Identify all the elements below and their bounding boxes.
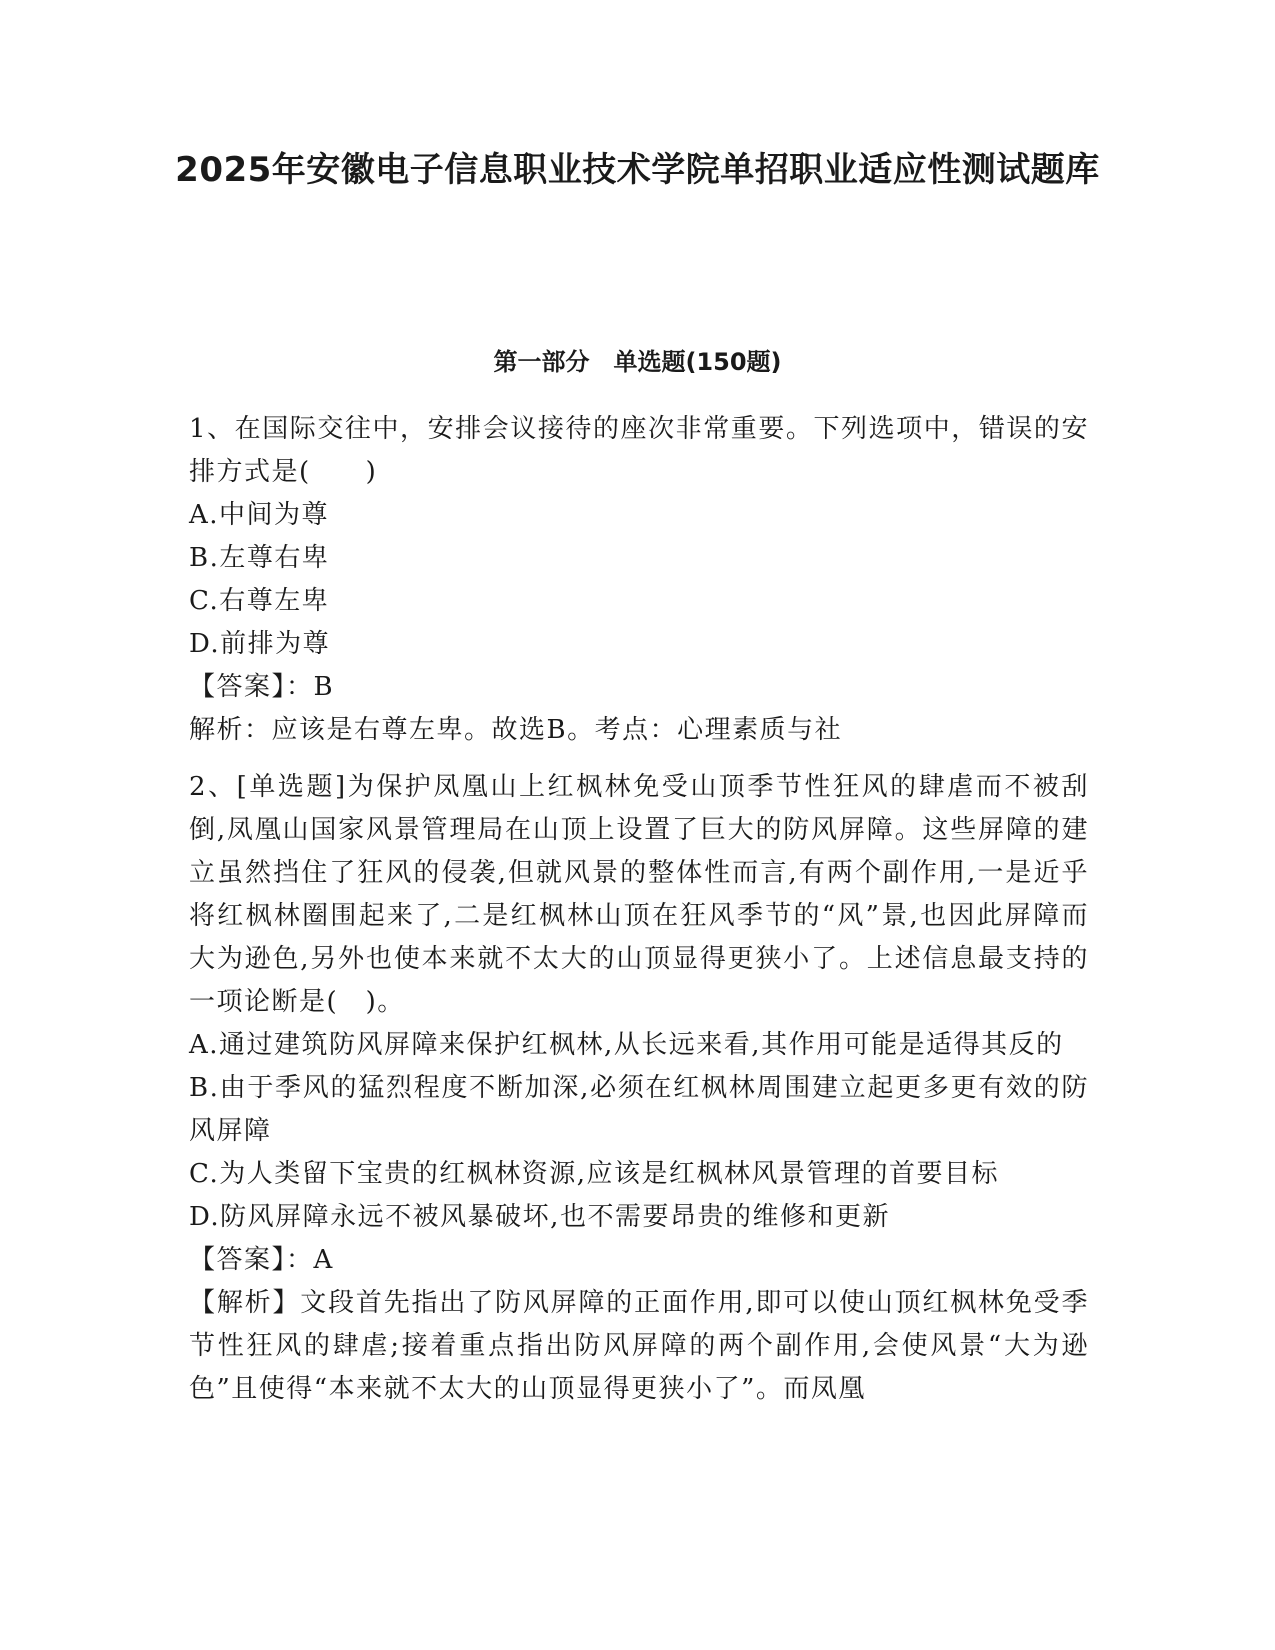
option-a: A.通过建筑防风屏障来保护红枫林,从长远来看,其作用可能是适得其反的	[189, 1030, 1064, 1060]
question-2	[189, 766, 1089, 1411]
answer-line: 【答案】：B	[189, 672, 335, 702]
option-b: B.左尊右卑	[189, 543, 330, 573]
option-c: C.右尊左卑	[189, 586, 330, 616]
option-d: D.前排为尊	[189, 629, 331, 659]
analysis-text: 解析：应该是右尊左卑。故选B。考点：心理素质与社	[189, 715, 843, 745]
question-list	[189, 408, 1089, 1425]
answer-line: 【答案】：A	[189, 1245, 334, 1275]
option-b: B.由于季风的猛烈程度不断加深,必须在红枫林周围建立起更多更有效的防风屏障	[189, 1073, 1089, 1146]
document-title: 2025年安徽电子信息职业技术学院单招职业适应性测试题库	[175, 150, 1100, 190]
question-1	[189, 408, 1089, 752]
option-a: A.中间为尊	[189, 500, 330, 530]
option-c: C.为人类留下宝贵的红枫林资源,应该是红枫林风景管理的首要目标	[189, 1159, 999, 1189]
option-d: D.防风屏障永远不被风暴破坏,也不需要昂贵的维修和更新	[189, 1202, 890, 1232]
question-stem: 1、在国际交往中，安排会议接待的座次非常重要。下列选项中，错误的安排方式是( )	[189, 414, 1089, 487]
section-heading: 第一部分 单选题(150题)	[493, 348, 782, 376]
question-stem: 2、[单选题]为保护凤凰山上红枫林免受山顶季节性狂风的肆虐而不被刮倒,凤凰山国家风景管理局在山顶上设置了巨大的防风屏障。这些屏障的建立虽然挡住了狂风的侵袭,但就风景的整体性而言,有两个副作用,一是近乎将红枫林圈围起来了,二是红枫林山顶在狂风季节的“风”景,也因此屏障而大为逊色,另外也使本来就不太大的山顶显得更狭小了。上述信息最支持的一项论断是( )。	[189, 772, 1089, 1017]
analysis-text: 【解析】文段首先指出了防风屏障的正面作用,即可以使山顶红枫林免受季节性狂风的肆虐;接着重点指出防风屏障的两个副作用,会使风景“大为逊色”且使得“本来就不太大的山顶显得更狭小了”。而凤凰	[189, 1288, 1089, 1404]
